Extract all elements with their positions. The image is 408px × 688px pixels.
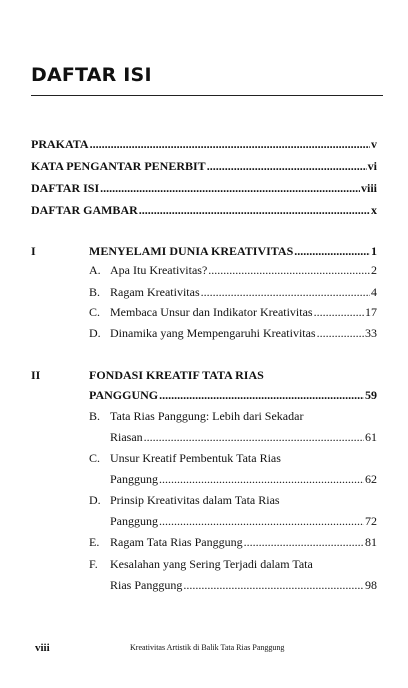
leader-dots [90,137,370,151]
toc-entry-section[interactable] [110,535,377,549]
leader-dots [183,578,364,592]
footer-page-number: viii [35,642,50,654]
section-title: Membaca Unsur dan Indikator Kreativitas [110,305,313,319]
leader-dots [317,326,364,340]
section-title: Apa Itu Kreativitas? [110,263,208,277]
chapter-title[interactable]: FONDASI KREATIF TATA RIAS [89,368,264,382]
toc-entry-section[interactable] [110,285,377,299]
page-title: DAFTAR ISI [31,64,152,86]
leader-dots [159,472,364,486]
toc-page-number: vi [367,159,377,173]
toc-entry-prakata[interactable] [31,137,377,151]
toc-page-number: v [371,137,377,151]
toc-entry-label: KATA PENGANTAR PENERBIT [31,159,206,173]
leader-dots [294,244,370,258]
section-title-continued: Riasan [110,430,143,444]
toc-page-number: 81 [365,535,377,549]
section-letter: B. [89,285,101,299]
toc-entry-section[interactable] [110,514,377,528]
toc-entry-section[interactable] [110,472,377,486]
leader-dots [100,181,360,195]
section-title[interactable]: Unsur Kreatif Pembentuk Tata Rias [110,451,281,465]
toc-entry-label: DAFTAR ISI [31,181,100,195]
toc-page-number: 17 [365,305,377,319]
chapter-number: I [31,244,36,258]
toc-page-number: 2 [371,263,377,277]
toc-entry-chapter-2[interactable] [89,388,377,402]
toc-page-number: 98 [365,578,377,592]
section-letter: D. [89,326,101,340]
section-title: Dinamika yang Mempengaruhi Kreativitas [110,326,316,340]
section-letter: E. [89,535,100,549]
toc-entry-label: DAFTAR GAMBAR [31,203,138,217]
section-letter: F. [89,557,98,571]
section-letter: C. [89,451,101,465]
toc-entry-daftar-isi[interactable] [31,181,377,195]
toc-page-number: 59 [365,388,377,402]
section-title[interactable]: Tata Rias Panggung: Lebih dari Sekadar [110,409,304,423]
toc-page-number: 61 [365,430,377,444]
toc-page-number: viii [360,181,377,195]
section-title-continued: Panggung [110,514,158,528]
toc-entry-daftar-gambar[interactable] [31,203,377,217]
toc-page-number: 72 [365,514,377,528]
leader-dots [201,285,370,299]
title-divider [31,95,383,96]
footer-book-title: Kreativitas Artistik di Balik Tata Rias Panggung [130,643,285,652]
section-title[interactable]: Prinsip Kreativitas dalam Tata Rias [110,493,280,507]
leader-dots [207,159,367,173]
chapter-title-continued: PANGGUNG [89,388,159,402]
toc-entry-kata-pengantar[interactable] [31,159,377,173]
toc-page-number: 1 [371,244,377,258]
leader-dots [208,263,370,277]
chapter-title: MENYELAMI DUNIA KREATIVITAS [89,244,294,258]
leader-dots [144,430,364,444]
toc-page-number: 33 [365,326,377,340]
section-title-continued: Panggung [110,472,158,486]
section-title[interactable]: Kesalahan yang Sering Terjadi dalam Tata [110,557,313,571]
toc-page-number: 4 [371,285,377,299]
leader-dots [314,305,364,319]
toc-entry-section[interactable] [110,326,377,340]
chapter-number: II [31,368,41,382]
toc-page-number: x [371,203,377,217]
toc-entry-section[interactable] [110,430,377,444]
leader-dots [159,388,364,402]
toc-page-number: 62 [365,472,377,486]
leader-dots [244,535,364,549]
toc-entry-section[interactable] [110,305,377,319]
section-letter: C. [89,305,101,319]
leader-dots [159,514,364,528]
section-title: Ragam Tata Rias Panggung [110,535,243,549]
section-title: Ragam Kreativitas [110,285,200,299]
section-title-continued: Rias Panggung [110,578,183,592]
section-letter: D. [89,493,101,507]
leader-dots [139,203,370,217]
toc-entry-section[interactable] [110,263,377,277]
section-letter: A. [89,263,101,277]
toc-entry-section[interactable] [110,578,377,592]
section-letter: B. [89,409,101,423]
toc-entry-chapter-1[interactable] [89,244,377,258]
toc-entry-label: PRAKATA [31,137,89,151]
